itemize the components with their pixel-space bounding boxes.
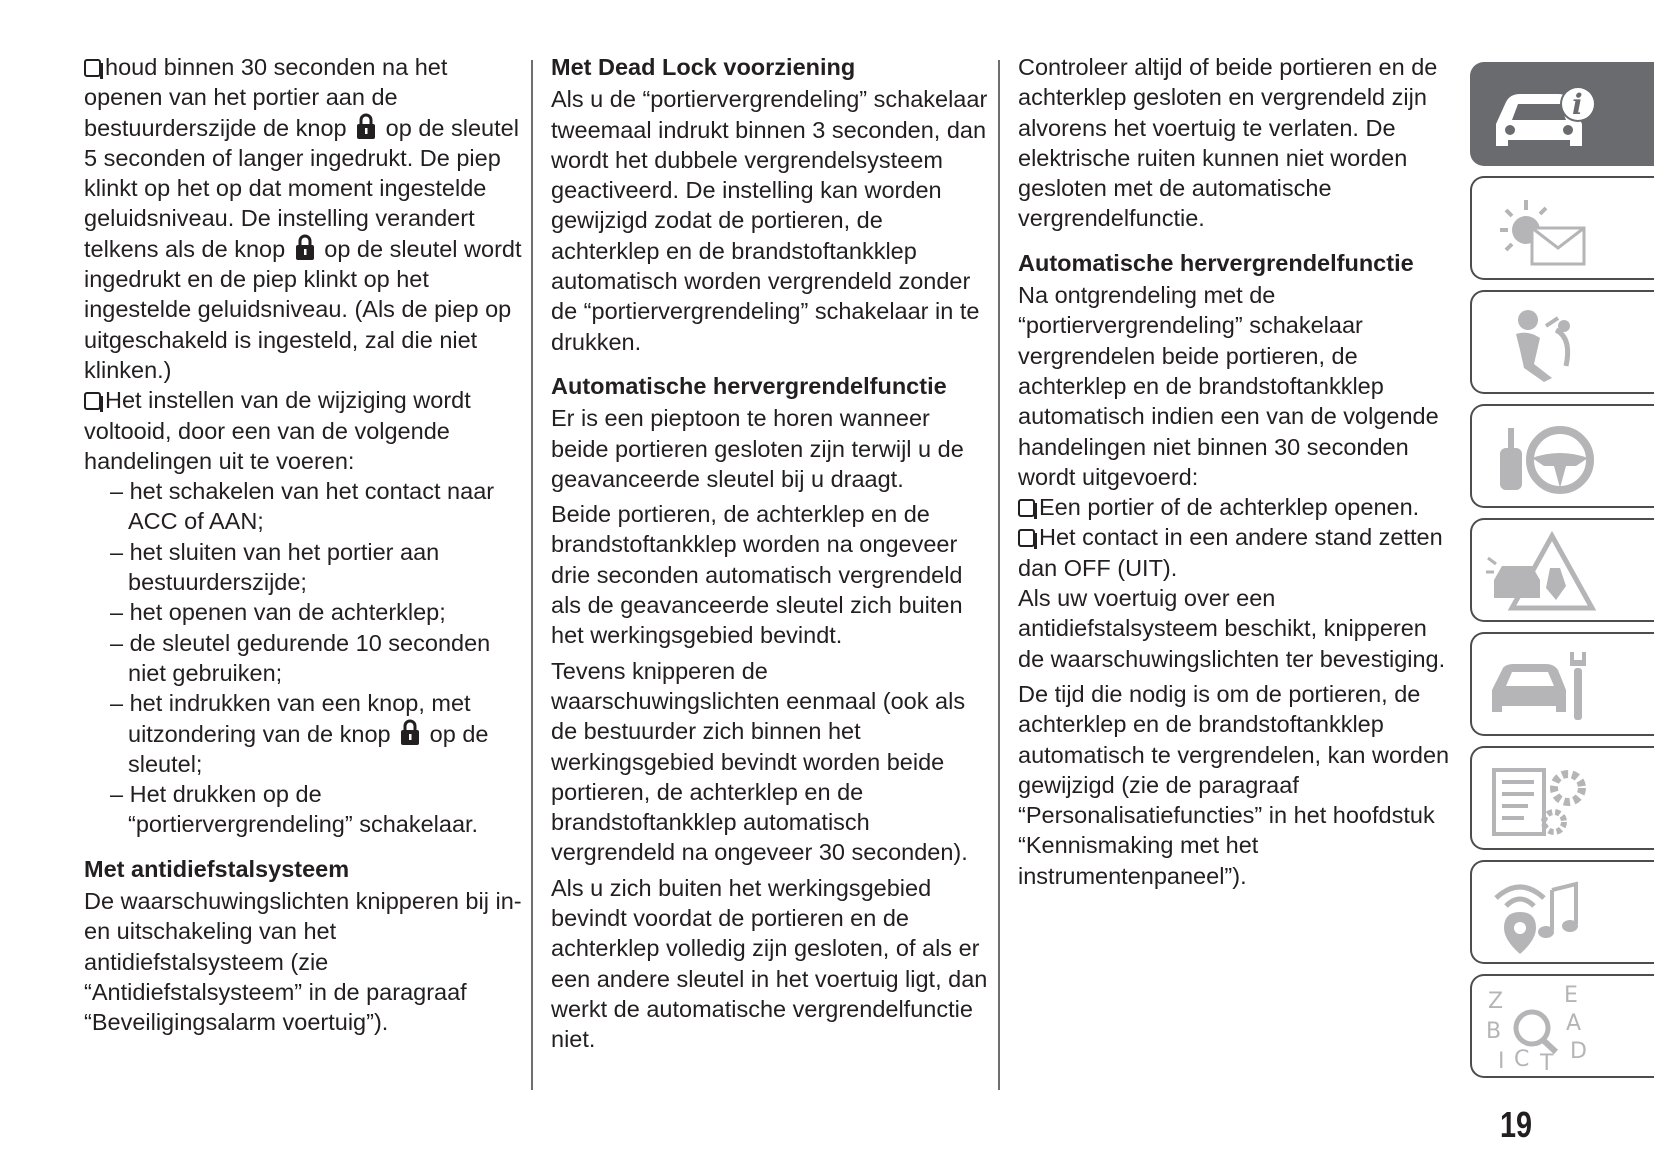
column-3 bbox=[1018, 52, 1458, 891]
paragraph: Als uw voertuig over een antidiefstalsysteem beschikt, knipperen de waarschuwingslichten ter bevestiging. bbox=[1018, 585, 1446, 672]
column-divider-2 bbox=[998, 60, 1000, 1090]
bullet-item: Het contact in een andere stand zetten dan OFF (UIT). bbox=[1018, 524, 1443, 581]
key-steering-wheel-icon bbox=[1486, 414, 1596, 502]
list-item: – de sleutel gedurende 10 seconden niet gebruiken; bbox=[110, 629, 491, 686]
list-item: – het schakelen van het contact naar ACC of AAN; bbox=[110, 478, 495, 535]
tab-starting-driving[interactable] bbox=[1470, 404, 1654, 508]
paragraph: Er is een pieptoon te horen wanneer beide portieren gesloten zijn terwijl u de geavanceerde sleutel bij u draagt. bbox=[551, 405, 964, 492]
column-2 bbox=[551, 52, 991, 1055]
paragraph: Als u de “portiervergrendeling” schakelaar tweemaal indrukt binnen 3 seconden, dan wordt het dubbele vergrendelsysteem geactiveerd. De instelling kan worden gewijzigd zodat de portieren, de achterklep en de brandstoftankklep automatisch worden vergrendeld zonder de “portiervergrendeling” schakelaar in te drukken. bbox=[551, 86, 988, 355]
paragraph: Tevens knipperen de waarschuwingslichten eenmaal (ook als de bestuurder zich binnen het werkingsgebied bevindt worden beide portieren, de achterklep en de brandstoftankklep automatisch vergrendeld na ongeveer 30 seconden). bbox=[551, 657, 968, 866]
paragraph: Het instellen van de wijziging wordt voltooid, door een van de volgende handelingen uit te voeren: bbox=[84, 387, 471, 474]
paragraph: houd binnen 30 seconden na het openen van het portier aan de bestuurderszijde de knop op de sleutel 5 seconden of langer ingedrukt. De piep klinkt op het op dat moment ingestelde geluidsniveau. De instelling verandert telkens als de knop op de sleutel wordt ingedrukt en de piep klinkt op het ingestelde geluidsniveau. (Als de piep op uitgeschakeld is ingesteld, zal die niet klinken.) bbox=[84, 54, 522, 383]
list-gears-icon bbox=[1486, 756, 1596, 844]
tab-vehicle-info[interactable] bbox=[1470, 62, 1654, 166]
tab-technical-data[interactable] bbox=[1470, 746, 1654, 850]
tab-safety[interactable] bbox=[1470, 290, 1654, 394]
index-letter: B bbox=[1486, 1019, 1502, 1044]
list-item: – het openen van de achterklep; bbox=[110, 599, 446, 626]
bullet-item: Een portier of de achterklep openen. bbox=[1018, 492, 1458, 522]
paragraph: De waarschuwingslichten knipperen bij in- en uitschakeling van het antidiefstalsysteem (zie “Antidiefstalsysteem” in de paragraaf “Beveiligingsalarm voertuig”). bbox=[84, 888, 522, 1036]
tab-maintenance[interactable] bbox=[1470, 632, 1654, 736]
lock-icon bbox=[356, 113, 376, 139]
section-heading: Automatische hervergrendelfunctie bbox=[551, 372, 947, 399]
section-heading: Met Dead Lock voorziening bbox=[551, 54, 856, 80]
bullet-square-icon bbox=[1018, 529, 1035, 547]
list-item: – het sluiten van het portier aan bestuurderszijde; bbox=[110, 538, 440, 596]
lock-icon bbox=[400, 719, 420, 745]
bullet-square-icon bbox=[1018, 499, 1035, 517]
paragraph: Als u zich buiten het werkingsgebied bevindt voordat de portieren en de achterklep volledig zijn gesloten, of als er een andere sleutel in het voertuig ligt, dan werkt de automatische vergrendelfunctie niet. bbox=[551, 874, 988, 1053]
signal-music-location-icon bbox=[1486, 870, 1596, 958]
index-letter: E bbox=[1564, 984, 1578, 1008]
tab-dashboard-lights[interactable] bbox=[1470, 176, 1654, 280]
tab-multimedia[interactable] bbox=[1470, 860, 1654, 964]
lock-icon bbox=[295, 234, 315, 260]
action-list bbox=[84, 476, 524, 840]
index-letter: C bbox=[1514, 1047, 1530, 1072]
index-letter: T bbox=[1540, 1051, 1554, 1072]
section-heading: Met antidiefstalsysteem bbox=[84, 855, 350, 882]
index-letter: D bbox=[1570, 1039, 1587, 1064]
column-1 bbox=[84, 52, 524, 1038]
index-letter: A bbox=[1566, 1011, 1582, 1036]
index-letter: I bbox=[1498, 1049, 1505, 1072]
seat-airbag-icon bbox=[1486, 300, 1596, 388]
paragraph: Controleer altijd of beide portieren en de achterklep gesloten en vergrendeld zijn alvorens het voertuig te verlaten. De elektrische ruiten kunnen niet worden gesloten met de automatische vergrendelfunctie. bbox=[1018, 54, 1438, 232]
car-wrench-icon bbox=[1486, 642, 1596, 730]
alphabet-search-icon bbox=[1486, 984, 1596, 1072]
warning-triangle-car-icon bbox=[1486, 528, 1596, 616]
paragraph: De tijd die nodig is om de portieren, de achterklep en de brandstoftankklep automatisch te vergrendelen, kan worden gewijzigd (zie de paragraaf “Personalisatiefuncties” in het hoofdstuk “Kennismaking met het instrumentenpaneel”). bbox=[1018, 680, 1450, 889]
paragraph: Beide portieren, de achterklep en de brandstoftankklep worden na ongeveer drie seconden automatisch vergrendeld als de geavanceerde sleutel zich buiten het werkingsgebied bevindt. bbox=[551, 501, 963, 649]
svg-text:i: i bbox=[1572, 88, 1583, 121]
light-message-icon bbox=[1486, 186, 1596, 274]
car-info-icon bbox=[1486, 72, 1596, 160]
tab-emergency[interactable] bbox=[1470, 518, 1654, 622]
section-heading: Automatische hervergrendelfunctie bbox=[1018, 249, 1414, 276]
list-item: – het indrukken van een knop, met uitzondering van de knop op de sleutel; bbox=[110, 690, 489, 777]
index-letter: Z bbox=[1488, 989, 1504, 1014]
page-number: 19 bbox=[1500, 1104, 1533, 1145]
bullet-square-icon bbox=[84, 392, 101, 410]
tab-index[interactable] bbox=[1470, 974, 1654, 1078]
list-item: – Het drukken op de “portiervergrendeling” schakelaar. bbox=[110, 781, 479, 838]
paragraph: Na ontgrendeling met de “portiervergrendeling” schakelaar vergrendelen beide portieren, de achterklep en de brandstoftankklep automatisch indien een van de volgende handelingen niet binnen 30 seconden wordt uitgevoerd: bbox=[1018, 282, 1439, 490]
column-divider-1 bbox=[531, 60, 533, 1090]
bullet-square-icon bbox=[84, 59, 101, 77]
